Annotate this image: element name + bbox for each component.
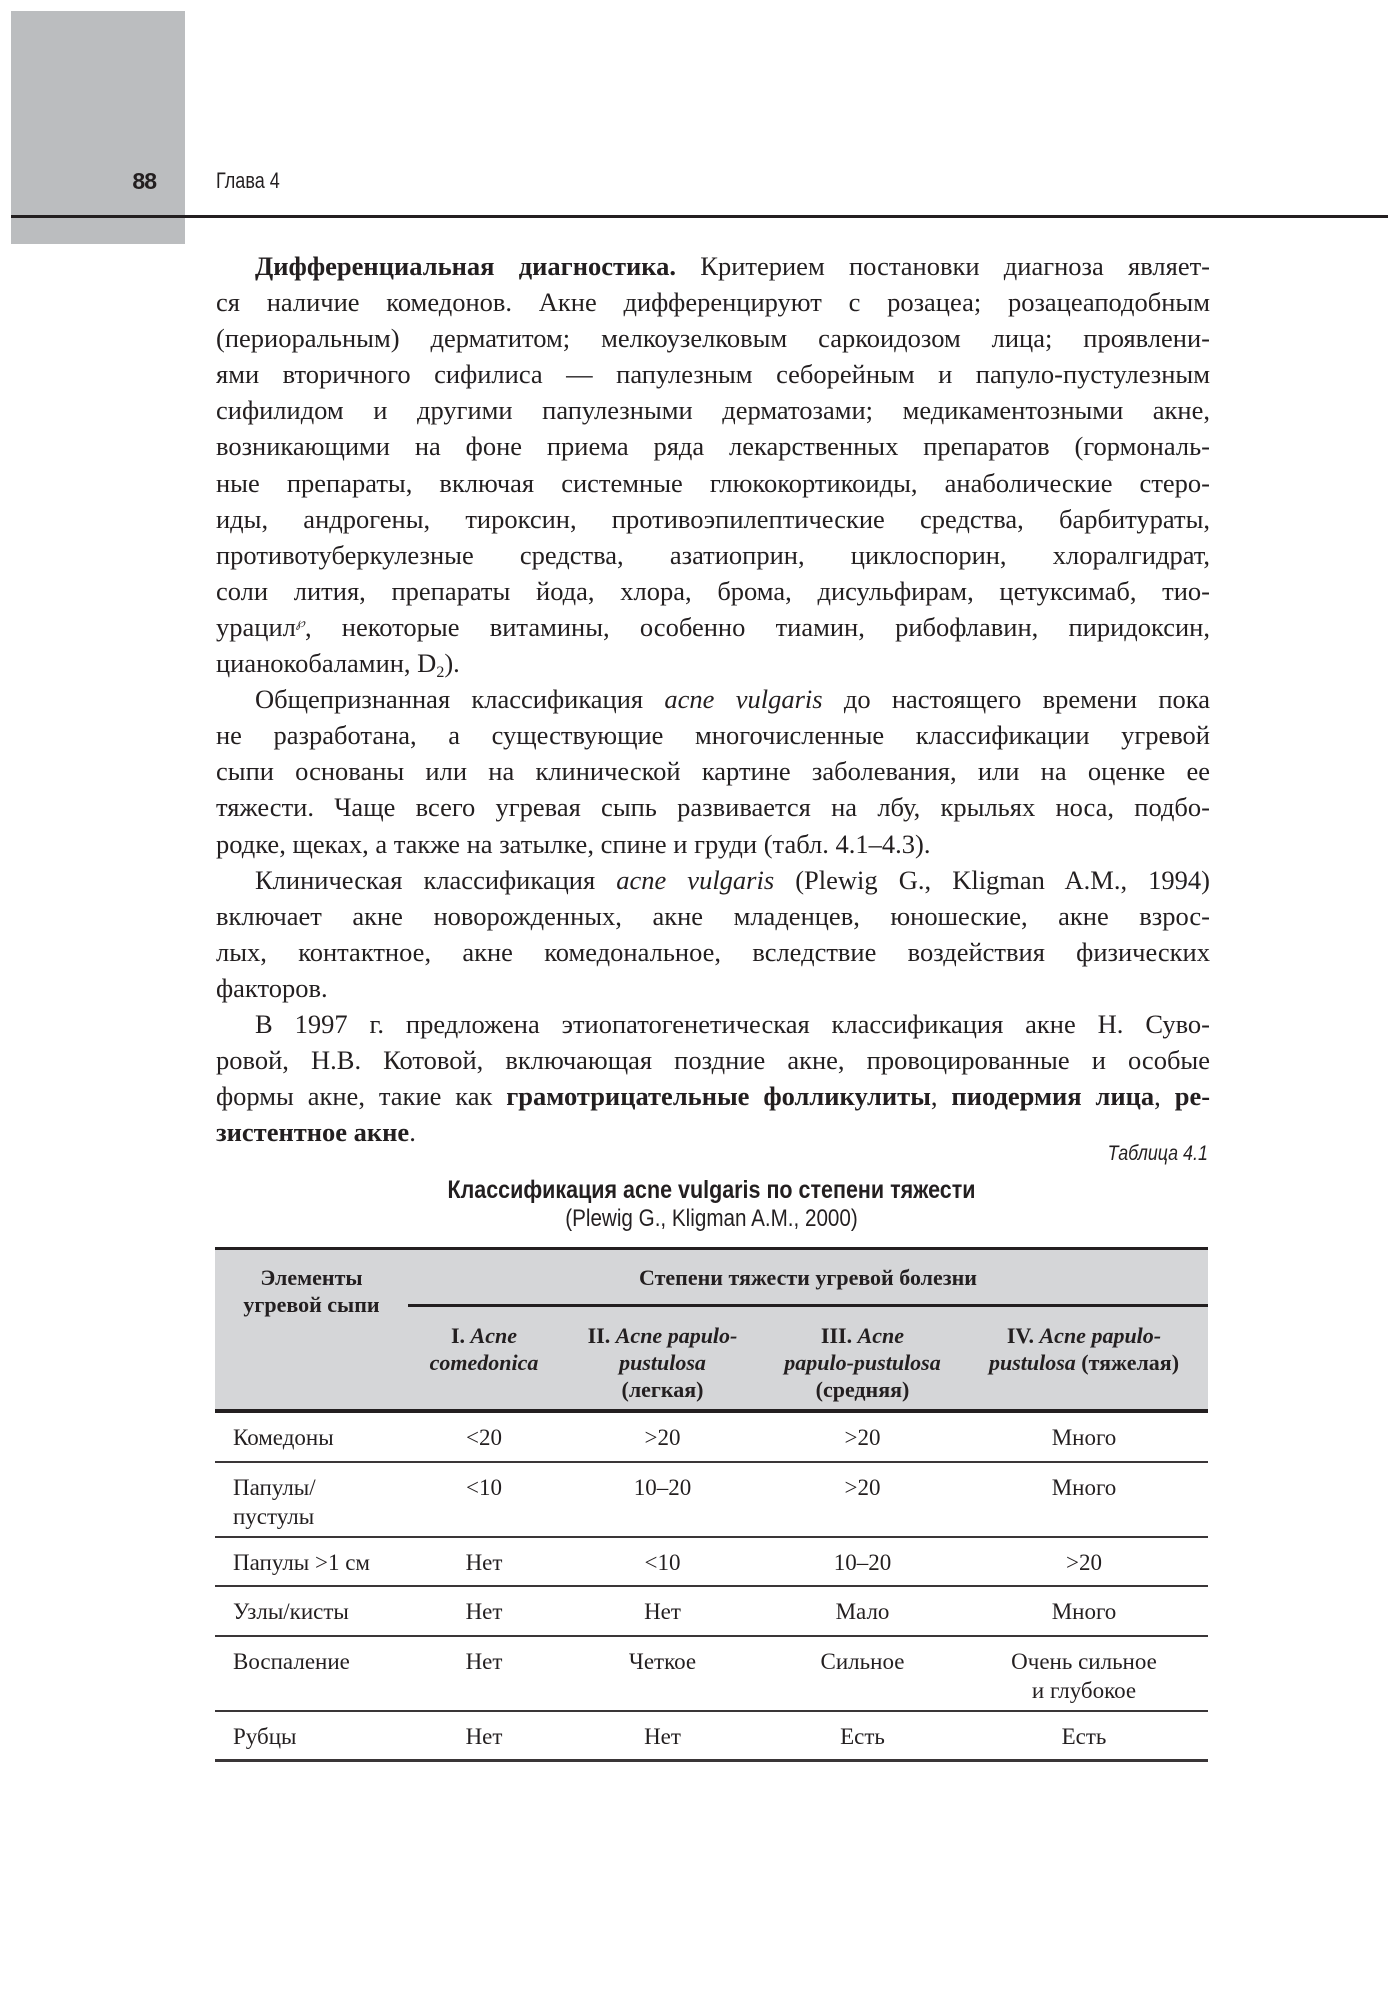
table-cell: Много [1051,1475,1117,1500]
text-line [216,609,1210,645]
paragraph [216,248,1210,681]
subscript: 2 [436,664,445,682]
term-bold: грамотрицательные фолликулиты [506,1081,931,1112]
text-line: ями вторичного сифилиса — папулезным себорейным и папуло-пустулезным [216,359,1210,390]
row-label: Комедоны [233,1425,334,1450]
text-line: противотуберкулезные средства, азатиоприн, циклоспорин, хлоралгидрат, [216,539,1210,570]
header-grade-3 [765,1322,960,1403]
latin-term: acne vulgaris [616,864,775,895]
table-cell: <20 [466,1425,502,1450]
table-cell: Нет [465,1724,503,1749]
grade-name: Acne [857,1323,905,1348]
table-row [215,1587,1208,1637]
table-cell: Есть [840,1724,885,1749]
text-span: Общепризнанная классификация [255,684,665,715]
text-line: иды, андрогены, тироксин, противоэпилептические средства, барбитураты, [216,503,1210,534]
table-row [215,1463,1208,1538]
grade-note: (тяжелая) [1075,1350,1180,1375]
header-severity: Степени тяжести угревой болезни [639,1265,977,1290]
table-cell: Четкое [628,1649,697,1674]
table-cell: Нет [644,1724,681,1749]
text-line: сифилидом и другими папулезными дерматозами; медикаментозными акне, [216,395,1210,426]
text-span: урацил [216,611,296,642]
text-line: тяжести. Чаще всего угревая сыпь развивается на лбу, крыльях носа, подбо- [216,792,1210,823]
table-cell: Нет [465,1599,503,1624]
table-cell: Много [1051,1599,1117,1624]
table-row [215,1712,1208,1762]
text-line [216,862,1210,898]
chapter-title: Глава 4 [216,168,280,193]
table-row [215,1413,1208,1463]
text-span: до настоящего времени пока [822,684,1210,715]
table-subtitle: (Plewig G., Kligman A.M., 2000) [565,1205,858,1232]
table-cell: >20 [844,1425,881,1450]
text-line: лых, контактное, акне комедональное, вследствие воздействия физических [216,936,1210,967]
row-label-line: Папулы/ [233,1475,316,1500]
table-label: Таблица 4.1 [1107,1142,1208,1165]
cell-line: и глубокое [1031,1678,1137,1703]
grade-name: pustulosa [988,1350,1076,1375]
term-bold: пиодермия лица [951,1081,1155,1112]
page-number: 88 [132,168,156,194]
text-line: (периоральным) дерматитом; мелкоузелковым саркоидозом лица; проявлени- [216,323,1210,354]
text-line [216,1078,1210,1114]
table-title: Классификация acne vulgaris по степени тяжести [447,1176,976,1204]
row-label: Узлы/кисты [233,1599,349,1624]
text-line [216,645,1210,681]
text-span: Клиническая классификация [255,864,617,895]
text-line: родке, щеках, а также на затылке, спине и груди (табл. 4.1–4.3). [216,828,931,859]
header-rule [11,215,1388,218]
text-line: ся наличие комедонов. Акне дифференцируют с розацеа; розацеаподобным [216,287,1210,318]
table-cell: <10 [466,1475,502,1500]
table-row [215,1637,1208,1712]
table-cell: >20 [644,1425,681,1450]
text-span: ). [444,648,460,679]
header-elements [215,1264,408,1318]
header-grade-2 [560,1322,765,1403]
table-cell: Нет [465,1649,503,1674]
grade-name: Acne papulo- [1039,1323,1162,1348]
text-span: Критерием постановки диагноза являет- [676,251,1210,281]
grade-name: pustulosa [619,1350,706,1375]
latin-term: acne vulgaris [664,684,823,715]
paragraph [216,1006,1210,1150]
table-cell: 10–20 [833,1550,892,1575]
text-line [216,681,1210,717]
grade-number: I. [450,1323,471,1348]
term-bold: зистентное акне [216,1117,410,1148]
grade-note: (средняя) [815,1377,910,1402]
text-span: , [1154,1081,1175,1112]
text-line: факторов. [216,972,328,1003]
grade-number: III. [820,1323,858,1348]
grade-name: Acne [470,1323,517,1348]
grade-note: (легкая) [621,1377,704,1402]
table-cell: >20 [844,1475,881,1500]
text-span: формы акне, такие как [216,1081,507,1112]
grade-name: Acne papulo- [615,1323,738,1348]
text-span: цианокобаламин, D [216,648,437,679]
text-line: соли лития, препараты йода, хлора, брома, дисульфирам, цетуксимаб, тио- [216,575,1210,606]
grade-number: IV. [1006,1323,1040,1348]
text-span: (Plewig G., Kligman A.M., 1994) [774,864,1210,895]
row-label-line: пустулы [233,1504,315,1529]
table-cell: Много [1051,1425,1117,1450]
header-grade-1 [408,1322,560,1376]
table-cell: Нет [644,1599,681,1624]
grade-name: papulo-pustulosa [784,1350,941,1375]
table-cell: 10–20 [633,1475,692,1500]
header-text: Элементы [260,1265,363,1290]
table-cell: <10 [644,1550,681,1575]
text-line: включает акне новорожденных, акне младенцев, юношеские, акне взрос- [216,900,1210,931]
cell-line: Очень сильное [1011,1649,1157,1674]
drug-mark-icon: ℘ [295,614,305,630]
page-margin-block [11,11,185,244]
text-line: ные препараты, включая системные глюкокортикоиды, анаболические стеро- [216,467,1210,498]
text-line: В 1997 г. предложена этиопатогенетическая классификация акне Н. Суво- [255,1008,1210,1039]
text-line [216,1114,1210,1150]
text-line [216,248,1210,284]
header-grade-4 [960,1322,1208,1376]
text-line: не разработана, а существующие многочисленные классификации угревой [216,720,1210,751]
term-bold: Дифференциальная диагностика. [255,251,677,281]
text-line: сыпи основаны или на клинической картине заболевания, или на оценке ее [216,756,1210,787]
text-span: . [409,1117,416,1148]
subheader-rule [408,1304,1208,1307]
grade-name: comedonica [429,1350,539,1375]
table-cell: Есть [1061,1724,1107,1749]
table-row [215,1538,1208,1587]
table-cell: Сильное [820,1649,905,1674]
body-text [216,248,1210,1150]
text-span: , [930,1081,952,1112]
row-label: Воспаление [233,1649,350,1674]
row-label: Рубцы [233,1724,297,1749]
text-line: ровой, Н.В. Котовой, включающая поздние акне, провоцированные и особые [216,1045,1210,1076]
table-cell [960,1647,1208,1705]
grade-number: II. [587,1323,616,1348]
text-line: возникающими на фоне приема ряда лекарственных препаратов (гормональ- [216,431,1210,462]
table-cell: >20 [1066,1550,1102,1575]
term-bold: ре- [1174,1081,1211,1112]
paragraph [216,862,1210,1006]
table-cell: Мало [835,1599,890,1624]
paragraph [216,681,1210,861]
text-span: , некоторые витамины, особенно тиамин, рибофлавин, пиридоксин, [304,611,1210,642]
row-label: Папулы >1 см [233,1550,370,1575]
row-label [233,1473,408,1531]
table-cell: Нет [465,1550,503,1575]
table-header [215,1247,1208,1413]
header-text: угревой сыпи [243,1292,380,1317]
